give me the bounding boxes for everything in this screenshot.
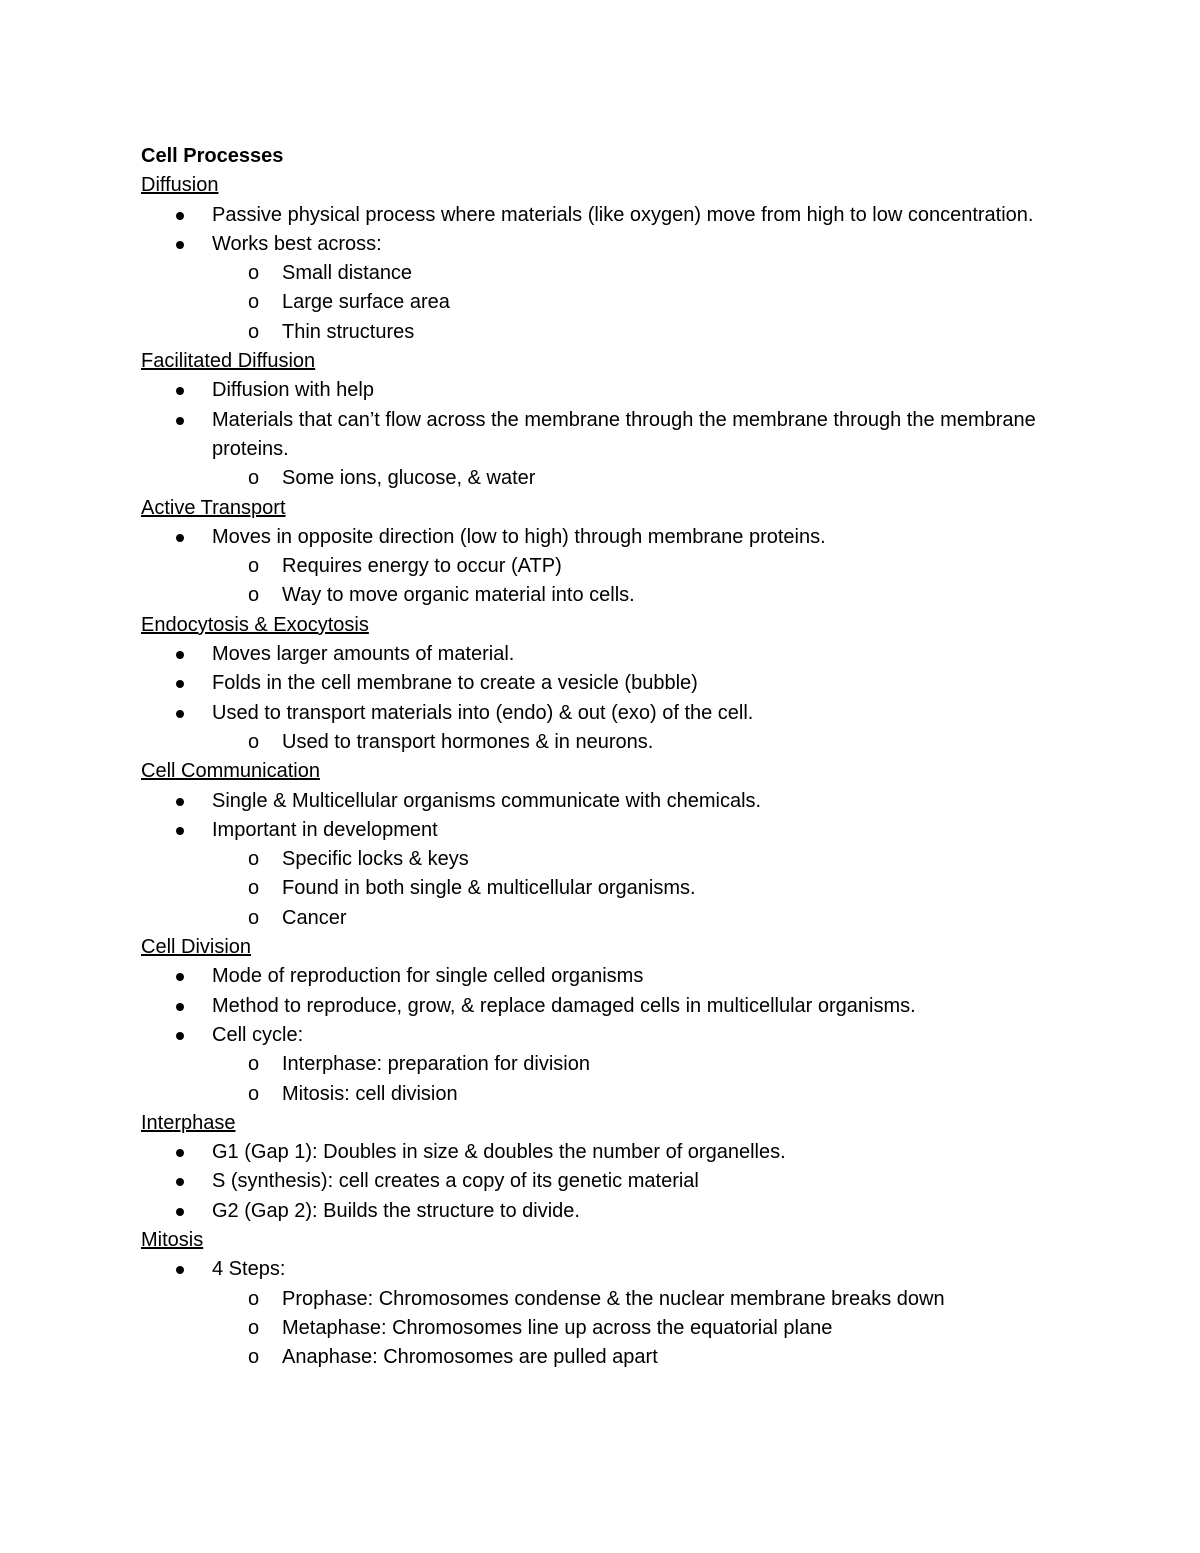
sub-bullet-item: o Small distance [141,259,1041,288]
sub-bullet-item: o Specific locks & keys [141,845,1041,874]
sub-bullet-item: o Way to move organic material into cells. [141,581,1041,610]
sub-bullet-item: o Thin structures [141,318,1041,347]
bullet-item: Passive physical process where materials (like oxygen) move from high to low concentration. [141,201,1041,230]
bullet-item: Folds in the cell membrane to create a vesicle (bubble) [141,669,1041,698]
sub-bullet-item: o Cancer [141,904,1041,933]
bullet-list [141,523,1041,611]
document-title: Cell Processes [141,145,284,167]
sub-bullet-item: o Metaphase: Chromosomes line up across the equatorial plane [141,1314,1041,1343]
bullet-item: Works best across: [141,230,1041,259]
section-heading: Endocytosis & Exocytosis [141,613,369,636]
bullet-item: 4 Steps: [141,1255,1041,1284]
bullet-item: Moves in opposite direction (low to high) through membrane proteins. [141,523,1041,552]
sub-bullet-item: o Used to transport hormones & in neurons. [141,728,1041,757]
sub-bullet-item: o Mitosis: cell division [141,1080,1041,1109]
bullet-list [141,1255,1041,1372]
bullet-list [141,1138,1041,1226]
bullet-item: Moves larger amounts of material. [141,640,1041,669]
sub-bullet-item: o Interphase: preparation for division [141,1050,1041,1079]
section-heading: Mitosis [141,1228,204,1251]
sub-bullet-item: o Anaphase: Chromosomes are pulled apart [141,1343,1041,1372]
sub-bullet-item: o Large surface area [141,288,1041,317]
bullet-list [141,962,1041,1108]
bullet-item: Single & Multicellular organisms communicate with chemicals. [141,787,1041,816]
document-body [141,142,1041,1372]
bullet-item: Materials that can’t flow across the membrane through the membrane through the membrane proteins. [141,406,1041,465]
section-heading: Facilitated Diffusion [141,350,316,373]
bullet-list [141,787,1041,933]
sub-bullet-item: o Some ions, glucose, & water [141,464,1041,493]
bullet-item: Cell cycle: [141,1021,1041,1050]
bullet-item: G2 (Gap 2): Builds the structure to divide. [141,1197,1041,1226]
bullet-item: Important in development [141,816,1041,845]
bullet-item: Mode of reproduction for single celled organisms [141,962,1041,991]
bullet-list [141,201,1041,347]
sub-bullet-item: o Requires energy to occur (ATP) [141,552,1041,581]
bullet-list [141,376,1041,493]
bullet-item: Used to transport materials into (endo) & out (exo) of the cell. [141,699,1041,728]
bullet-item: Method to reproduce, grow, & replace damaged cells in multicellular organisms. [141,992,1041,1021]
bullet-item: S (synthesis): cell creates a copy of its genetic material [141,1167,1041,1196]
bullet-item: G1 (Gap 1): Doubles in size & doubles the number of organelles. [141,1138,1041,1167]
bullet-item: Diffusion with help [141,376,1041,405]
section-heading: Diffusion [141,174,219,197]
sub-bullet-item: o Found in both single & multicellular organisms. [141,874,1041,903]
section-heading: Interphase [141,1111,236,1134]
section-heading: Cell Communication [141,760,320,783]
bullet-list [141,640,1041,757]
section-heading: Cell Division [141,936,252,959]
sections-container [141,171,1041,1372]
sub-bullet-item: o Prophase: Chromosomes condense & the nuclear membrane breaks down [141,1285,1041,1314]
section-heading: Active Transport [141,496,286,519]
